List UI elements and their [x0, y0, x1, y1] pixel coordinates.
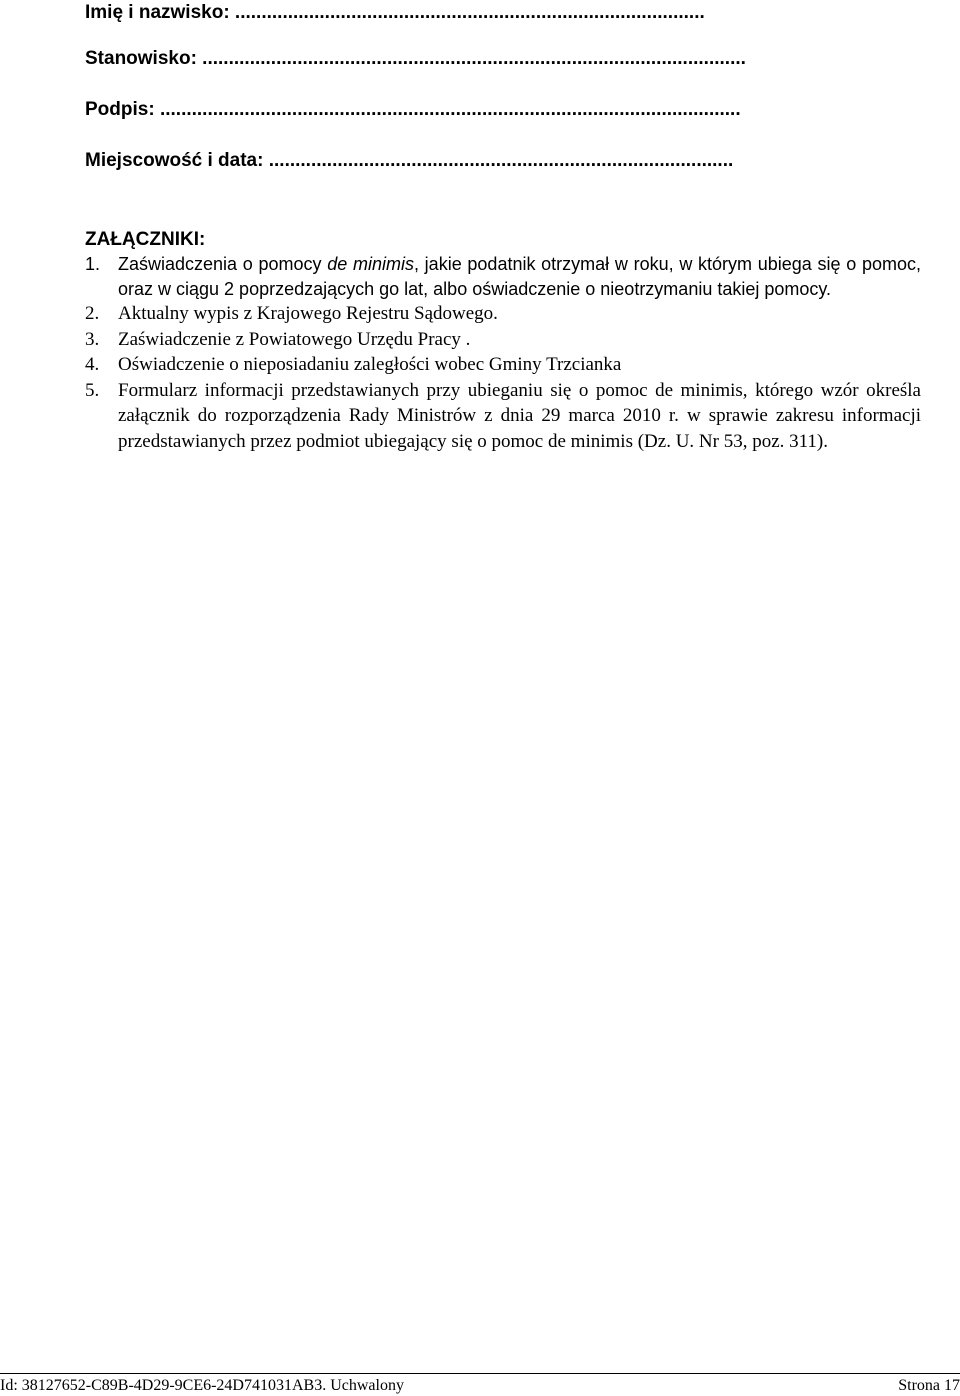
attachment-text-italic: de minimis — [327, 254, 414, 274]
attachments-list — [85, 252, 921, 454]
position-field-label: Stanowisko: — [85, 48, 197, 69]
position-field — [85, 47, 746, 71]
attachment-number: 1. — [85, 254, 101, 274]
attachment-text: Zaświadczenie z Powiatowego Urzędu Pracy . — [118, 328, 471, 350]
place-date-field-dots: ........................................................................................ — [263, 150, 734, 171]
signature-field-label: Podpis: — [85, 99, 155, 120]
signature-field-dots: .............................................................................................................. — [154, 99, 741, 120]
attachment-number: 3. — [85, 328, 100, 350]
attachment-text: Aktualny wypis z Krajowego Rejestru Sądowego. — [118, 303, 498, 324]
attachments-heading: ZAŁĄCZNIKI: — [85, 229, 206, 250]
footer-divider — [0, 1373, 960, 1374]
place-date-field — [85, 149, 733, 173]
attachment-text: Oświadczenie o nieposiadaniu zaległości wobec Gminy Trzcianka — [118, 354, 622, 375]
position-field-dots: ....................................................................................................... — [196, 48, 746, 69]
page-number: Strona 17 — [898, 1377, 960, 1394]
attachment-item-2 — [85, 301, 921, 327]
attachment-item-4 — [85, 352, 921, 378]
name-field — [85, 1, 705, 25]
signature-field — [85, 98, 741, 122]
attachment-number: 2. — [85, 303, 100, 324]
attachment-text-end: , jakie podatnik otrzymał w roku, w którym ubiega się o pomoc, oraz w ciągu 2 poprzedzających go lat, albo oświadczenie o nieotrzymaniu takiej pomocy. — [118, 254, 921, 299]
attachment-text: Formularz informacji przedstawianych przy ubieganiu się o pomoc de minimis, którego wzór określa załącznik do rozporządzenia Rady Ministrów z dnia 29 marca 2010 r. w sprawie zakresu informacji przedstawianych przez podmiot ubiegający się o pomoc de minimis (Dz. U. Nr 53, poz. 311). — [118, 379, 921, 452]
place-date-field-label: Miejscowość i data: — [85, 150, 264, 171]
attachment-number: 4. — [85, 354, 100, 375]
attachment-text-start: Zaświadczenia o pomocy — [118, 254, 328, 274]
attachment-item-5 — [85, 378, 921, 455]
name-field-label: Imię i nazwisko: — [85, 2, 230, 23]
attachment-item-1 — [85, 252, 921, 301]
attachment-number: 5. — [85, 379, 100, 401]
document-id: Id: 38127652-C89B-4D29-9CE6-24D741031AB3. Uchwalony — [0, 1377, 404, 1394]
name-field-dots: ......................................................................................... — [229, 2, 705, 23]
attachment-item-3 — [85, 327, 921, 353]
